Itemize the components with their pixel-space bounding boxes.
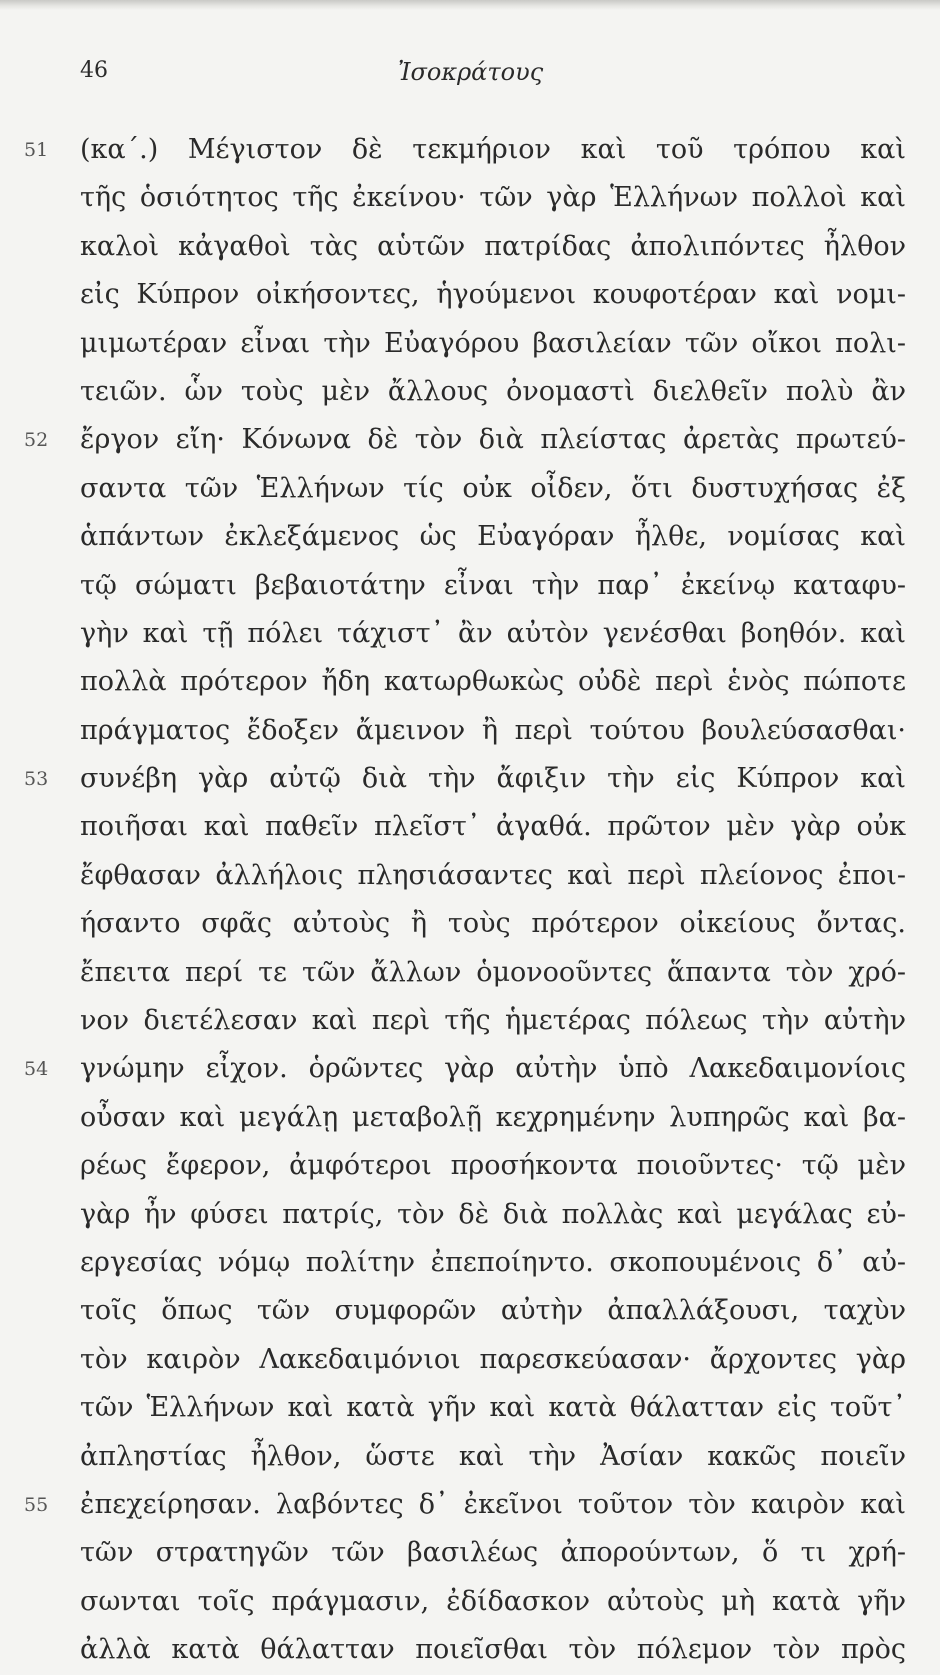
text-line: [24, 1481, 906, 1529]
line-text: τοῖς ὅπως τῶν συμφορῶν αὐτὴν ἀπαλλάξουσι, ταχὺν: [80, 1295, 906, 1327]
line-text: (κα΄.) Μέγιστον δὲ τεκμήριον καὶ τοῦ τρόπου καὶ: [80, 134, 906, 165]
text-line: [24, 755, 906, 803]
line-text: ἀλλὰ κατὰ θάλατταν ποιεῖσθαι τὸν πόλεμον τὸν πρὸς: [80, 1634, 906, 1666]
text-line: [80, 1433, 906, 1481]
line-text: ἀπληστίας ἦλθον, ὥστε καὶ τὴν Ἀσίαν κακῶς ποιεῖν: [80, 1440, 906, 1472]
line-text: γὰρ ἦν φύσει πατρίς, τὸν δὲ διὰ πολλὰς καὶ μεγάλας εὐ-: [80, 1198, 906, 1230]
running-head: Ἰσοκράτους: [398, 58, 544, 86]
text-line: [80, 1094, 906, 1142]
line-text: σωνται τοῖς πράγμασιν, ἐδίδασκον αὐτοὺς μὴ κατὰ γῆν: [80, 1585, 906, 1617]
text-line: [80, 852, 906, 900]
line-text: τῶν στρατηγῶν τῶν βασιλέως ἀπορούντων, ὅ τι χρή-: [80, 1537, 906, 1569]
text-line: [80, 271, 906, 319]
line-text: ἐπεχείρησαν. λαβόντες δ᾽ ἐκεῖνοι τοῦτον τὸν καιρὸν καὶ: [80, 1488, 906, 1520]
text-line: [80, 1578, 906, 1626]
line-text: νον διετέλεσαν καὶ περὶ τῆς ἡμετέρας πόλεως τὴν αὐτὴν: [80, 1005, 906, 1037]
line-text: γὴν καὶ τῇ πόλει τάχιστ᾽ ἂν αὐτὸν γενέσθαι βοηθόν. καὶ: [80, 617, 906, 649]
text-line: [80, 1239, 906, 1287]
text-line: [80, 658, 906, 706]
line-text: ήσαντο σφᾶς αὐτοὺς ἢ τοὺς πρότερον οἰκείους ὄντας.: [80, 908, 906, 940]
line-text: πράγματος ἔδοξεν ἄμεινον ἢ περὶ τούτου βουλεύσασθαι·: [80, 714, 906, 746]
line-text: ρέως ἔφερον, ἀμφότεροι προσήκοντα ποιοῦντες· τῷ μὲν: [80, 1150, 906, 1182]
text-line: [80, 465, 906, 513]
line-text: γνώμην εἶχον. ὁρῶντες γὰρ αὐτὴν ὑπὸ Λακεδαιμονίοις: [80, 1053, 906, 1085]
text-line: [80, 320, 906, 368]
line-text: οὖσαν καὶ μεγάλῃ μεταβολῇ κεχρημένην λυπηρῶς καὶ βα-: [80, 1101, 906, 1133]
line-text: ἁπάντων ἐκλεξάμενος ὡς Εὐαγόραν ἦλθε, νομίσας καὶ: [80, 521, 906, 553]
page-header: [0, 58, 940, 98]
text-line: [80, 1529, 906, 1577]
line-text: ποιῆσαι καὶ παθεῖν πλεῖστ᾽ ἀγαθά. πρῶτον μὲν γὰρ οὐκ: [80, 811, 906, 843]
text-line: [24, 1045, 906, 1093]
text-line: [80, 223, 906, 271]
text-line: [80, 803, 906, 851]
section-number: 52: [24, 429, 49, 452]
text-line: [80, 1384, 906, 1432]
line-text: συνέβη γὰρ αὐτῷ διὰ τὴν ἄφιξιν τὴν εἰς Κύπρον καὶ: [80, 763, 906, 795]
line-text: σαντα τῶν Ἑλλήνων τίς οὐκ οἶδεν, ὅτι δυστυχήσας ἐξ: [80, 472, 906, 504]
line-text: μιμωτέραν εἶναι τὴν Εὐαγόρου βασιλείαν τῶν οἴκοι πολι-: [80, 327, 906, 359]
text-line: [80, 368, 906, 416]
text-line: [80, 610, 906, 658]
text-line: [80, 949, 906, 997]
text-line: [80, 1142, 906, 1190]
line-text: τῆς ὁσιότητος τῆς ἐκείνου· τῶν γὰρ Ἑλλήνων πολλοὶ καὶ: [80, 182, 906, 214]
line-text: τῶν Ἑλλήνων καὶ κατὰ γῆν καὶ κατὰ θάλατταν εἰς τοῦτ᾽: [80, 1392, 906, 1424]
line-text: καλοὶ κἀγαθοὶ τὰς αὑτῶν πατρίδας ἀπολιπόντες ἦλθον: [80, 230, 906, 262]
body-text: [24, 126, 906, 1675]
text-line: [24, 126, 906, 174]
text-line: [80, 1191, 906, 1239]
text-line: [80, 1336, 906, 1384]
text-line: [80, 997, 906, 1045]
line-text: ἔφθασαν ἀλλήλοις πλησιάσαντες καὶ περὶ πλείονος ἐποι-: [80, 859, 906, 891]
line-text: εἰς Κύπρον οἰκήσοντες, ἡγούμενοι κουφοτέραν καὶ νομι-: [80, 279, 906, 311]
line-text: ἔπειτα περί τε τῶν ἄλλων ὁμονοοῦντες ἅπαντα τὸν χρό-: [80, 956, 906, 988]
text-line: [80, 1287, 906, 1335]
text-line: [80, 707, 906, 755]
text-line: [80, 900, 906, 948]
text-line: [80, 174, 906, 222]
line-text: τῷ σώματι βεβαιοτάτην εἶναι τὴν παρ᾽ ἐκείνῳ καταφυ-: [80, 569, 906, 601]
page-number: 46: [80, 58, 108, 83]
line-text: πολλὰ πρότερον ἤδη κατωρθωκὼς οὐδὲ περὶ ἑνὸς πώποτε: [80, 666, 906, 698]
section-number: 54: [24, 1058, 49, 1081]
text-line: [80, 1626, 906, 1674]
text-line: [80, 513, 906, 561]
line-text: εργεσίας νόμῳ πολίτην ἐπεποίηντο. σκοπουμένοις δ᾽ αὐ-: [80, 1246, 906, 1278]
section-number: 55: [24, 1493, 49, 1516]
line-text: τειῶν. ὧν τοὺς μὲν ἄλλους ὀνομαστὶ διελθεῖν πολὺ ἂν: [80, 375, 906, 407]
page-top-edge: [0, 0, 940, 10]
section-number: 53: [24, 768, 49, 791]
text-line: [24, 416, 906, 464]
line-text: ἔργον εἴη· Κόνωνα δὲ τὸν διὰ πλείστας ἀρετὰς πρωτεύ-: [80, 424, 906, 456]
section-number: 51: [24, 139, 49, 161]
line-text: τὸν καιρὸν Λακεδαιμόνιοι παρεσκεύασαν· ἄρχοντες γὰρ: [80, 1343, 906, 1375]
text-line: [80, 562, 906, 610]
